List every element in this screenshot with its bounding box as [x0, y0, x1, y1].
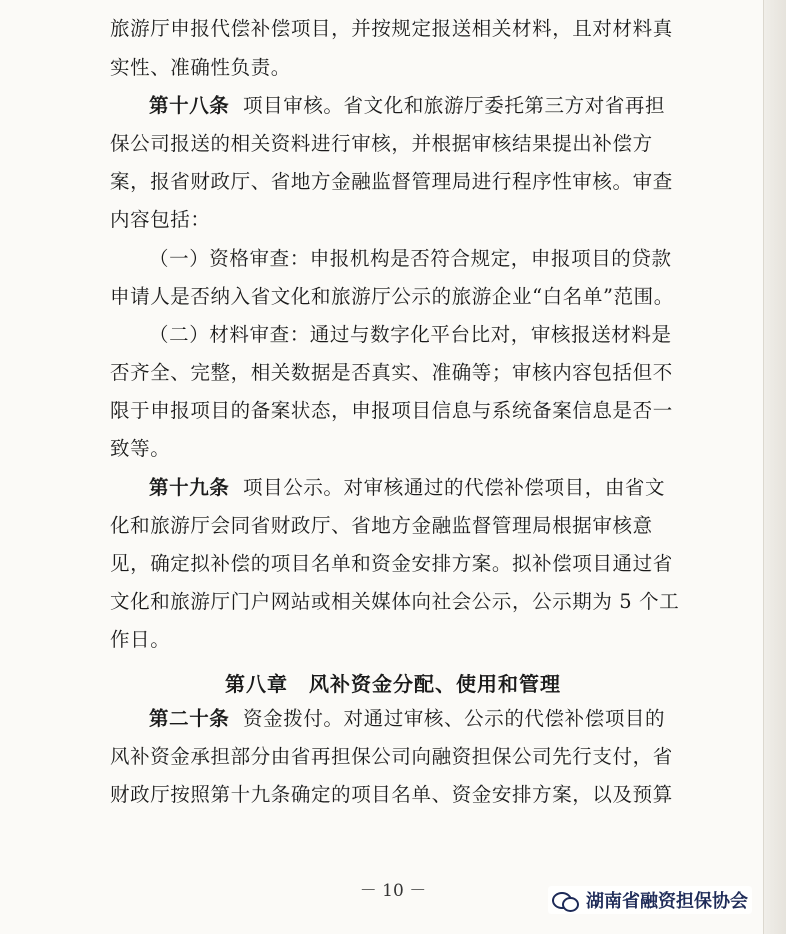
text-line: （二）材料审查：通过与数字化平台比对，审核报送材料是 — [149, 323, 672, 346]
text-line: 限于申报项目的备案状态，申报项目信息与系统备案信息是否一 — [110, 399, 673, 422]
paper-edge — [763, 0, 786, 934]
article-20-line — [149, 706, 709, 732]
page-number: － 10 － — [359, 881, 427, 901]
text-line: 旅游厅申报代偿补偿项目，并按规定报送相关材料，且对材料真 — [110, 17, 673, 40]
text-line: 内容包括： — [110, 208, 211, 231]
text-line: （一）资格审查：申报机构是否符合规定，申报项目的贷款 — [149, 247, 672, 270]
text-line: 作日。 — [110, 628, 171, 651]
text-line: 案，报省财政厅、省地方金融监督管理局进行程序性审核。审查 — [110, 170, 673, 193]
text-line: 项目审核。省文化和旅游厅委托第三方对省再担 — [243, 94, 666, 117]
text-line: 致等。 — [110, 437, 171, 460]
text-line: 否齐全、完整，相关数据是否真实、准确等；审核内容包括但不 — [110, 361, 673, 384]
article-20-heading: 第二十条 — [149, 707, 230, 730]
text-line: 项目公示。对审核通过的代偿补偿项目，由省文 — [243, 476, 666, 499]
wechat-icon — [552, 890, 578, 910]
article-18-heading: 第十八条 — [149, 94, 230, 117]
text-line: 资金拨付。对通过审核、公示的代偿补偿项目的 — [243, 707, 666, 730]
text-line: 见，确定拟补偿的项目名单和资金安排方案。拟补偿项目通过省 — [110, 552, 673, 575]
article-19-line — [149, 475, 709, 501]
article-18-line — [149, 93, 709, 119]
wechat-watermark — [548, 886, 752, 914]
text-line: 文化和旅游厅门户网站或相关媒体向社会公示，公示期为 5 个工 — [110, 590, 680, 613]
article-19-heading: 第十九条 — [149, 476, 230, 499]
chapter-heading: 第八章 风补资金分配、使用和管理 — [225, 672, 561, 696]
text-line: 申请人是否纳入省文化和旅游厅公示的旅游企业“白名单”范围。 — [110, 285, 674, 308]
text-line: 保公司报送的相关资料进行审核，并根据审核结果提出补偿方 — [110, 132, 653, 155]
text-line: 风补资金承担部分由省再担保公司向融资担保公司先行支付，省 — [110, 745, 673, 768]
text-line: 化和旅游厅会同省财政厅、省地方金融监督管理局根据审核意 — [110, 514, 653, 537]
text-line: 财政厅按照第十九条确定的项目名单、资金安排方案，以及预算 — [110, 783, 673, 806]
text-line: 实性、准确性负责。 — [110, 56, 291, 79]
watermark-text: 湖南省融资担保协会 — [586, 891, 748, 912]
